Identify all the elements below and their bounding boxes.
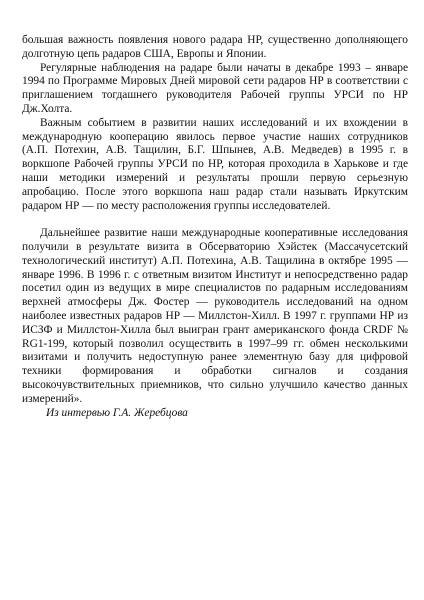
paragraph-1: большая важность появления нового радара НР, существенно дополняющего долготную цепь радаров США, Европы и Японии. — [22, 34, 408, 60]
document-page — [22, 34, 408, 420]
paragraph-2: Регулярные наблюдения на радаре были начаты в декабре 1993 – январе 1994 по Программе Мировых Дней мировой сети радаров НР в соответствии с приглашением тогдашнего руководителя Рабочей группы УРСИ по НР Дж.Холта. — [22, 61, 408, 115]
interview-attribution: Из интервью Г.А. Жеребцова — [46, 406, 188, 419]
paragraph-3: Важным событием в развитии наших исследований и их вхождении в международную кооперацию явилось первое участие наших сотрудников (А.П. Потехин, А.В. Тащилин, Б.Г. Шпынев, А.В. Медведев) в 1995 г. в воркшопе Рабочей группы УРСИ по НР, которая проходила в Харькове и где наши методики измерений и результаты прошли первую серьезную апробацию. После этого воркшопа наш радар стали называть Иркутским радаром НР — по месту расположения группы исследователей. — [22, 116, 408, 212]
paragraph-4: Дальнейшее развитие наши международные кооперативные исследования получили в результате визита в Обсерваторию Хэйстек (Массачусетский технологический институт) А.П. Потехина, А.В. Тащилина в октябре 1995 — январе 1996. В 1996 г. с ответным визитом Институт и непосредственно радар посетил один из ведущих в мире специалистов по радарным исследованиям верхней атмосферы Дж. Фостер — руководитель исследований на одном наиболее известных радаров НР — Миллстон-Хилл. В 1997 г. группами НР из ИСЗФ и Миллстон-Хилла был выигран грант американского фонда CRDF № RG1-199, который позволил осуществить в 1997–99 гг. обмен несколькими визитами и получить недоступную ранее элементную базу для цифровой техники формирования и обработки сигналов и создания высокочувствительных приемников, что сильно улучшило качество данных измерений». — [22, 227, 408, 405]
